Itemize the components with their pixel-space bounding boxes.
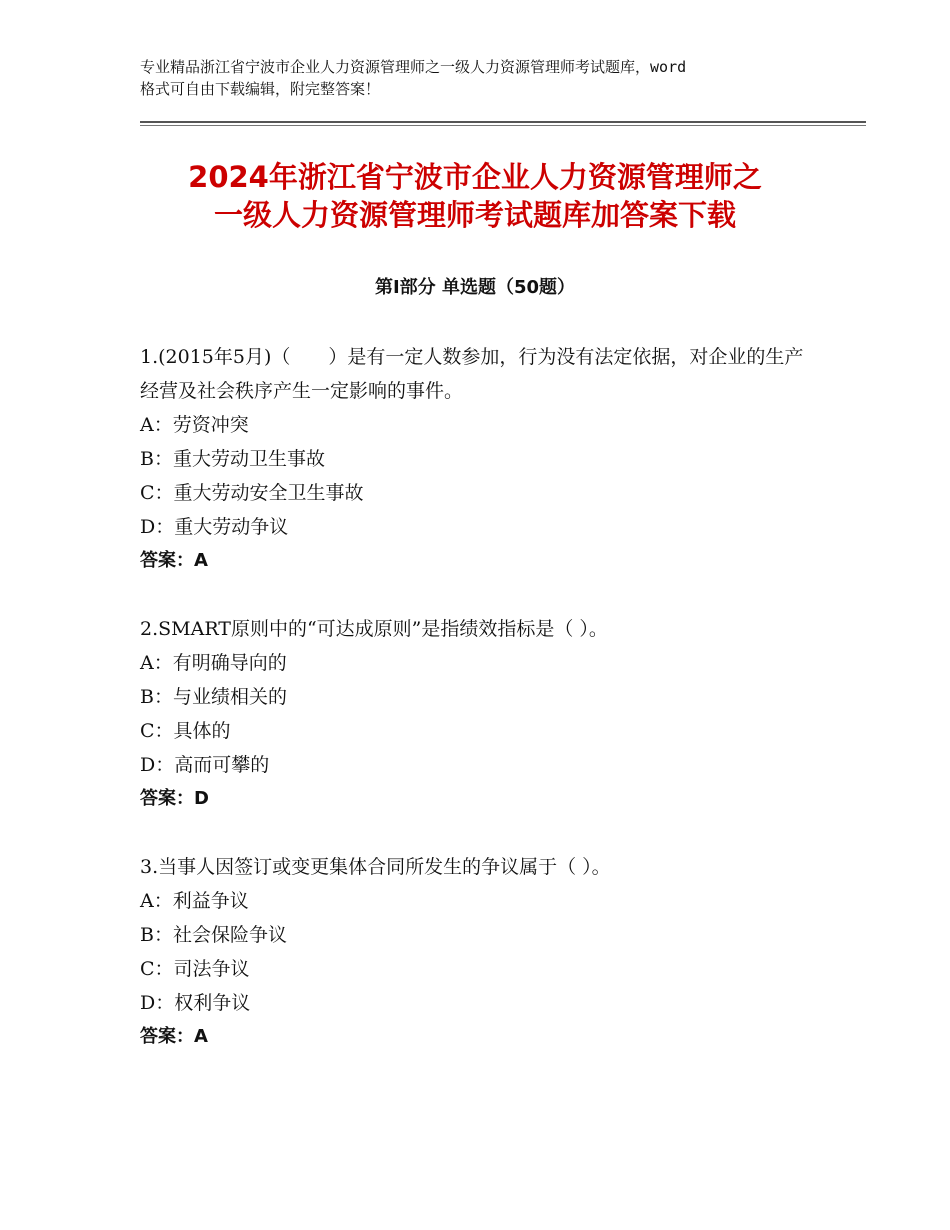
header-note-line-2: 格式可自由下载编辑，附完整答案！ — [140, 80, 381, 98]
option-a: A：劳资冲突 — [140, 414, 249, 436]
option-d: D：权利争议 — [140, 992, 251, 1014]
header-note — [140, 56, 830, 100]
option-c: C：具体的 — [140, 720, 231, 742]
option-b: B：与业绩相关的 — [140, 686, 287, 708]
option-c: C：司法争议 — [140, 958, 250, 980]
answer-label: 答案：D — [140, 788, 209, 809]
question-stem: 2.SMART原则中的“可达成原则”是指绩效指标是（ ）。 — [140, 618, 608, 640]
option-d: D：高而可攀的 — [140, 754, 270, 776]
option-d: D：重大劳动争议 — [140, 516, 289, 538]
question-stem: 1.(2015年5月)（ ）是有一定人数参加，行为没有法定依据，对企业的生产经营及社会秩序产生一定影响的事件。 — [140, 346, 804, 402]
title-line-2: 一级人力资源管理师考试题库加答案下载 — [213, 198, 736, 232]
header-divider-thin — [140, 125, 866, 126]
option-b: B：重大劳动卫生事故 — [140, 448, 325, 470]
header-divider — [140, 121, 866, 123]
document-title — [100, 158, 850, 234]
question-stem: 3.当事人因签订或变更集体合同所发生的争议属于（ ）。 — [140, 856, 611, 878]
question-3 — [140, 850, 820, 1054]
answer-label: 答案：A — [140, 550, 208, 571]
option-b: B：社会保险争议 — [140, 924, 287, 946]
title-line-1: 2024年浙江省宁波市企业人力资源管理师之 — [188, 160, 762, 194]
section-heading: 第Ⅰ部分 单选题（50题） — [374, 277, 575, 298]
answer-label: 答案：A — [140, 1026, 208, 1047]
option-a: A：有明确导向的 — [140, 652, 287, 674]
question-1 — [140, 340, 820, 578]
option-c: C：重大劳动安全卫生事故 — [140, 482, 364, 504]
header-note-line-1: 专业精品浙江省宁波市企业人力资源管理师之一级人力资源管理师考试题库，word — [140, 58, 687, 76]
question-2 — [140, 612, 820, 816]
question-list — [140, 340, 820, 1088]
option-a: A：利益争议 — [140, 890, 249, 912]
